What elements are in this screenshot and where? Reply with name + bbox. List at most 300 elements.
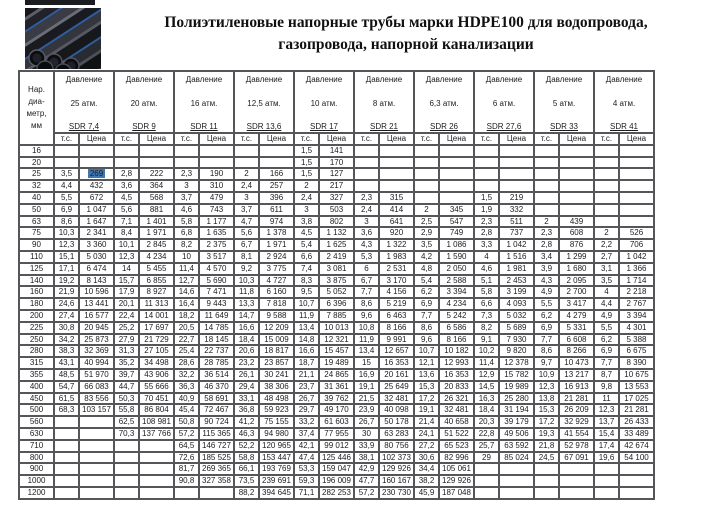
thickness-cell: 15,3: [534, 404, 559, 416]
price-cell: 32 481: [439, 404, 474, 416]
table-row: [19, 216, 654, 228]
price-cell: 86 804: [139, 404, 174, 416]
price-cell: 18 817: [259, 345, 294, 357]
price-subheader: Цена: [439, 133, 474, 145]
thickness-cell: [354, 145, 379, 157]
diameter-column-header: Нар. диа- метр, мм: [19, 71, 54, 145]
thickness-cell: 2,3: [534, 227, 559, 239]
thickness-subheader: т.с.: [534, 133, 559, 145]
price-cell: 20 833: [439, 381, 474, 393]
thickness-cell: [354, 180, 379, 192]
thickness-cell: 13,7: [594, 416, 619, 428]
thickness-cell: [174, 145, 199, 157]
price-cell: 1 983: [379, 251, 414, 263]
price-cell: [139, 463, 174, 475]
price-cell: 50 178: [379, 416, 414, 428]
thickness-subheader: т.с.: [174, 133, 199, 145]
table-row: [19, 452, 654, 464]
thickness-cell: 15: [354, 357, 379, 369]
thickness-cell: [114, 440, 139, 452]
thickness-cell: 26,7: [354, 416, 379, 428]
thickness-cell: 16,3: [474, 393, 499, 405]
price-cell: [139, 440, 174, 452]
pressure-group-header-sdr-13-6: Давление 12,5 атм. SDR 13,6: [234, 71, 294, 133]
thickness-cell: 24,5: [534, 452, 559, 464]
table-row: [19, 487, 654, 499]
price-cell: 479: [199, 192, 234, 204]
thickness-cell: 88,2: [234, 487, 259, 499]
thickness-cell: 11,9: [354, 334, 379, 346]
price-cell: 36 514: [199, 369, 234, 381]
price-cell: 1 177: [199, 216, 234, 228]
thickness-cell: 29,7: [294, 404, 319, 416]
price-cell: 802: [319, 216, 354, 228]
thickness-cell: 47,7: [354, 475, 379, 487]
price-cell: 32 929: [559, 416, 594, 428]
thickness-cell: 72,6: [174, 452, 199, 464]
price-cell: 20 161: [379, 369, 414, 381]
thickness-cell: 4,4: [594, 298, 619, 310]
price-cell: 568: [139, 192, 174, 204]
price-cell: [79, 440, 114, 452]
price-cell: 13 441: [79, 298, 114, 310]
thickness-cell: 4: [594, 286, 619, 298]
price-cell: 9 820: [499, 345, 534, 357]
thickness-cell: 48,5: [54, 369, 79, 381]
price-cell: 103 157: [79, 404, 114, 416]
thickness-cell: 42,1: [294, 440, 319, 452]
thickness-subheader: т.с.: [294, 133, 319, 145]
thickness-cell: 16,6: [294, 345, 319, 357]
thickness-cell: 22,4: [114, 310, 139, 322]
diameter-cell: 25: [19, 168, 54, 180]
thickness-cell: [54, 475, 79, 487]
thickness-cell: [594, 487, 619, 499]
price-cell: 1 981: [499, 263, 534, 275]
table-row: [19, 180, 654, 192]
thickness-cell: [534, 168, 559, 180]
price-cell: [139, 157, 174, 169]
price-cell: 39 179: [499, 416, 534, 428]
thickness-cell: 3,6: [354, 227, 379, 239]
thickness-cell: 12,3: [114, 251, 139, 263]
thickness-cell: 16,9: [354, 369, 379, 381]
thickness-cell: [54, 487, 79, 499]
price-cell: 16 913: [559, 381, 594, 393]
thickness-cell: [114, 145, 139, 157]
price-cell: [79, 168, 114, 180]
thickness-cell: 2,7: [594, 251, 619, 263]
selected-price-value: 269: [89, 169, 104, 179]
price-cell: [559, 145, 594, 157]
price-cell: [619, 204, 654, 216]
price-cell: 2 845: [139, 239, 174, 251]
diameter-cell: 32: [19, 180, 54, 192]
price-cell: 63 592: [499, 440, 534, 452]
thickness-cell: 34,2: [54, 334, 79, 346]
thickness-cell: 4,5: [114, 192, 139, 204]
price-cell: 90 724: [199, 416, 234, 428]
thickness-cell: 33,2: [294, 416, 319, 428]
price-cell: [439, 180, 474, 192]
thickness-cell: 7,7: [594, 357, 619, 369]
price-cell: 141: [319, 145, 354, 157]
price-cell: [379, 180, 414, 192]
price-cell: 1 322: [379, 239, 414, 251]
price-cell: [499, 157, 534, 169]
price-cell: 193 769: [259, 463, 294, 475]
thickness-cell: 19,3: [534, 428, 559, 440]
diameter-cell: 710: [19, 440, 54, 452]
price-cell: 170: [319, 157, 354, 169]
price-cell: 3 170: [379, 275, 414, 287]
thickness-cell: 4,9: [594, 310, 619, 322]
price-cell: 10 675: [619, 369, 654, 381]
price-cell: 1 378: [259, 227, 294, 239]
price-cell: 77 955: [319, 428, 354, 440]
pressure-group-header-sdr-11: Давление 16 атм. SDR 11: [174, 71, 234, 133]
price-cell: 6 474: [79, 263, 114, 275]
diameter-cell: 315: [19, 357, 54, 369]
thickness-cell: 2,4: [294, 192, 319, 204]
price-cell: 125 446: [319, 452, 354, 464]
thickness-cell: 13,4: [294, 322, 319, 334]
price-cell: 99 012: [319, 440, 354, 452]
thickness-cell: 27,2: [414, 440, 439, 452]
thickness-cell: 2,2: [594, 239, 619, 251]
thickness-cell: [414, 168, 439, 180]
thickness-cell: 34,4: [414, 463, 439, 475]
price-cell: 41 554: [559, 428, 594, 440]
thickness-cell: 4,6: [174, 204, 199, 216]
thickness-cell: [594, 145, 619, 157]
price-cell: 219: [499, 192, 534, 204]
price-cell: 19 489: [319, 357, 354, 369]
thickness-cell: 7,7: [414, 310, 439, 322]
price-cell: 222: [139, 168, 174, 180]
pressure-group-header-sdr-17: Давление 10 атм. SDR 17: [294, 71, 354, 133]
price-cell: 327: [319, 192, 354, 204]
price-cell: 4 570: [199, 263, 234, 275]
thickness-cell: 4,7: [234, 216, 259, 228]
price-cell: 32 369: [79, 345, 114, 357]
price-cell: 749: [439, 227, 474, 239]
price-cell: 7 471: [199, 286, 234, 298]
price-cell: 315: [379, 192, 414, 204]
price-cell: 3 875: [319, 275, 354, 287]
price-cell: [439, 157, 474, 169]
thickness-subheader: т.с.: [474, 133, 499, 145]
thickness-cell: 3,5: [414, 239, 439, 251]
thickness-cell: 3,9: [534, 263, 559, 275]
price-cell: 6 160: [259, 286, 294, 298]
thickness-cell: 13,8: [534, 393, 559, 405]
thickness-cell: [114, 157, 139, 169]
price-cell: 8 266: [559, 345, 594, 357]
price-cell: 7 818: [259, 298, 294, 310]
thickness-cell: [114, 475, 139, 487]
thickness-cell: 38,2: [414, 475, 439, 487]
price-cell: 672: [79, 192, 114, 204]
pipe-price-table-head: [19, 71, 654, 145]
thickness-subheader: т.с.: [414, 133, 439, 145]
thickness-cell: 11,4: [474, 357, 499, 369]
thickness-cell: [474, 487, 499, 499]
price-cell: [619, 475, 654, 487]
price-cell: 12 657: [379, 345, 414, 357]
thickness-cell: 45,9: [414, 487, 439, 499]
thickness-cell: 10,9: [534, 369, 559, 381]
price-cell: 6 586: [439, 322, 474, 334]
thickness-cell: 4: [474, 251, 499, 263]
thickness-cell: [174, 157, 199, 169]
thickness-cell: 2: [294, 180, 319, 192]
price-cell: 94 980: [259, 428, 294, 440]
pressure-group-header-sdr-21: Давление 8 атм. SDR 21: [354, 71, 414, 133]
price-cell: 32 481: [379, 393, 414, 405]
thickness-cell: 20,3: [474, 416, 499, 428]
thickness-cell: 15,1: [54, 251, 79, 263]
price-cell: 48 498: [259, 393, 294, 405]
price-cell: 12 209: [259, 322, 294, 334]
price-cell: 82 996: [439, 452, 474, 464]
table-row: [19, 157, 654, 169]
price-cell: 16 353: [379, 357, 414, 369]
price-cell: [79, 416, 114, 428]
price-cell: 83 556: [79, 393, 114, 405]
price-cell: 239 691: [259, 475, 294, 487]
price-cell: 15 457: [319, 345, 354, 357]
thickness-cell: 71,1: [294, 487, 319, 499]
diameter-cell: 250: [19, 334, 54, 346]
thickness-cell: 6,8: [174, 227, 199, 239]
thickness-cell: 12,3: [594, 404, 619, 416]
price-cell: 1 625: [319, 239, 354, 251]
price-cell: 40 658: [439, 416, 474, 428]
price-cell: 46 370: [199, 381, 234, 393]
thickness-cell: 2,3: [354, 192, 379, 204]
price-cell: 115 365: [199, 428, 234, 440]
thickness-cell: 5,5: [594, 322, 619, 334]
thickness-cell: [414, 192, 439, 204]
price-cell: 63 283: [379, 428, 414, 440]
thickness-cell: [114, 487, 139, 499]
thickness-cell: 38,1: [354, 452, 379, 464]
price-cell: 345: [439, 204, 474, 216]
price-cell: [199, 157, 234, 169]
diameter-cell: 280: [19, 345, 54, 357]
price-cell: [559, 463, 594, 475]
price-cell: 5 032: [499, 310, 534, 322]
thickness-cell: 9,1: [474, 334, 499, 346]
price-cell: 2 419: [319, 251, 354, 263]
thickness-cell: 2,4: [354, 204, 379, 216]
thickness-cell: 31,3: [114, 345, 139, 357]
thickness-cell: 8,2: [174, 239, 199, 251]
table-row: [19, 145, 654, 157]
price-cell: 439: [559, 216, 594, 228]
price-subheader: Цена: [199, 133, 234, 145]
price-cell: 34 498: [139, 357, 174, 369]
thickness-cell: 28,6: [174, 357, 199, 369]
price-cell: 70 451: [139, 393, 174, 405]
thickness-cell: 5,1: [474, 275, 499, 287]
price-cell: 3 517: [199, 251, 234, 263]
price-cell: [619, 180, 654, 192]
thickness-cell: 21,5: [354, 393, 379, 405]
thickness-cell: 10,2: [474, 345, 499, 357]
thickness-subheader: т.с.: [354, 133, 379, 145]
price-cell: [199, 487, 234, 499]
thickness-cell: 10,1: [114, 239, 139, 251]
thickness-cell: 3,4: [534, 251, 559, 263]
thickness-cell: 3: [294, 204, 319, 216]
table-row: [19, 440, 654, 452]
price-cell: 18 145: [199, 334, 234, 346]
price-cell: [499, 487, 534, 499]
thickness-cell: 10,8: [354, 322, 379, 334]
price-cell: 1 971: [139, 227, 174, 239]
price-cell: 54 100: [619, 452, 654, 464]
price-cell: 51 970: [79, 369, 114, 381]
diameter-cell: 110: [19, 251, 54, 263]
thickness-cell: 21,8: [534, 440, 559, 452]
thickness-cell: 23,2: [234, 357, 259, 369]
thickness-cell: 45,4: [174, 404, 199, 416]
table-row: [19, 381, 654, 393]
price-cell: 4 234: [139, 251, 174, 263]
thickness-cell: 10: [174, 251, 199, 263]
thickness-cell: 3,5: [54, 168, 79, 180]
price-cell: [139, 487, 174, 499]
price-cell: 27 105: [139, 345, 174, 357]
thickness-cell: 5,5: [534, 298, 559, 310]
price-cell: [619, 145, 654, 157]
price-cell: 394 645: [259, 487, 294, 499]
price-cell: 920: [379, 227, 414, 239]
thickness-cell: 42,9: [354, 463, 379, 475]
price-cell: 185 525: [199, 452, 234, 464]
thickness-cell: 55,8: [114, 404, 139, 416]
price-cell: 2 095: [559, 275, 594, 287]
table-row: [19, 404, 654, 416]
thickness-cell: 4,9: [534, 286, 559, 298]
thickness-cell: [54, 157, 79, 169]
thickness-cell: 4,3: [534, 275, 559, 287]
thickness-cell: 6,9: [594, 345, 619, 357]
thickness-cell: 18,2: [174, 310, 199, 322]
price-cell: 55 666: [139, 381, 174, 393]
price-cell: 327 358: [199, 475, 234, 487]
price-cell: 129 926: [379, 463, 414, 475]
diameter-cell: 50: [19, 204, 54, 216]
price-cell: 14 001: [139, 310, 174, 322]
price-cell: 9 443: [199, 298, 234, 310]
thickness-cell: 66,1: [234, 463, 259, 475]
thickness-cell: 5,8: [474, 286, 499, 298]
thickness-cell: 52,2: [234, 440, 259, 452]
price-cell: [559, 157, 594, 169]
table-row: [19, 345, 654, 357]
price-cell: 42 674: [619, 440, 654, 452]
thickness-cell: 15,7: [114, 275, 139, 287]
price-cell: 2 050: [439, 263, 474, 275]
thickness-cell: 6,9: [414, 298, 439, 310]
price-cell: 3 417: [559, 298, 594, 310]
thickness-cell: 13,6: [414, 369, 439, 381]
price-cell: 26 209: [559, 404, 594, 416]
price-cell: [559, 487, 594, 499]
thickness-cell: 3,7: [234, 204, 259, 216]
thickness-cell: 36,8: [234, 404, 259, 416]
thickness-cell: 9,8: [594, 381, 619, 393]
price-cell: [79, 452, 114, 464]
thickness-cell: [474, 475, 499, 487]
price-cell: 5 455: [139, 263, 174, 275]
thickness-cell: 10,7: [414, 345, 439, 357]
price-cell: 10 182: [439, 345, 474, 357]
price-cell: [199, 145, 234, 157]
thickness-cell: [594, 463, 619, 475]
price-cell: 21 729: [139, 334, 174, 346]
thickness-cell: 7,3: [474, 310, 499, 322]
diameter-cell: 125: [19, 263, 54, 275]
price-cell: 1 401: [139, 216, 174, 228]
table-row: [19, 416, 654, 428]
price-cell: 58 691: [199, 393, 234, 405]
table-row: [19, 475, 654, 487]
thickness-cell: 19,6: [594, 452, 619, 464]
thickness-cell: 39,7: [114, 369, 139, 381]
price-cell: [559, 204, 594, 216]
price-cell: 2 375: [199, 239, 234, 251]
price-cell: 6 675: [619, 345, 654, 357]
thickness-cell: 73,5: [234, 475, 259, 487]
diameter-cell: 140: [19, 275, 54, 287]
price-cell: [499, 168, 534, 180]
price-cell: 743: [199, 204, 234, 216]
thickness-cell: 33,9: [354, 440, 379, 452]
thickness-cell: [474, 145, 499, 157]
price-cell: [499, 463, 534, 475]
thickness-cell: 8,6: [414, 322, 439, 334]
price-cell: 2 341: [79, 227, 114, 239]
price-cell: 16 577: [79, 310, 114, 322]
thickness-subheader: т.с.: [594, 133, 619, 145]
price-cell: 1 971: [259, 239, 294, 251]
price-cell: 40 098: [379, 404, 414, 416]
price-cell: [379, 168, 414, 180]
thickness-cell: 27,9: [114, 334, 139, 346]
thickness-cell: 6,2: [594, 334, 619, 346]
thickness-cell: 13,4: [354, 345, 379, 357]
price-cell: 17 697: [139, 322, 174, 334]
thickness-cell: 2: [234, 168, 259, 180]
price-cell: 1 680: [559, 263, 594, 275]
price-cell: 1 590: [439, 251, 474, 263]
price-cell: 190: [199, 168, 234, 180]
thickness-cell: [594, 204, 619, 216]
thickness-cell: 25,7: [474, 440, 499, 452]
pressure-group-header-sdr-27-6: Давление 6 атм. SDR 27,6: [474, 71, 534, 133]
pressure-group-header-sdr-7-4: Давление 25 атм. SDR 7,4: [54, 71, 114, 133]
thickness-cell: 5,4: [294, 239, 319, 251]
diameter-cell: 560: [19, 416, 54, 428]
thickness-cell: [474, 157, 499, 169]
thickness-cell: 30,8: [54, 322, 79, 334]
thickness-cell: 24,1: [414, 428, 439, 440]
thickness-cell: 61,5: [54, 393, 79, 405]
